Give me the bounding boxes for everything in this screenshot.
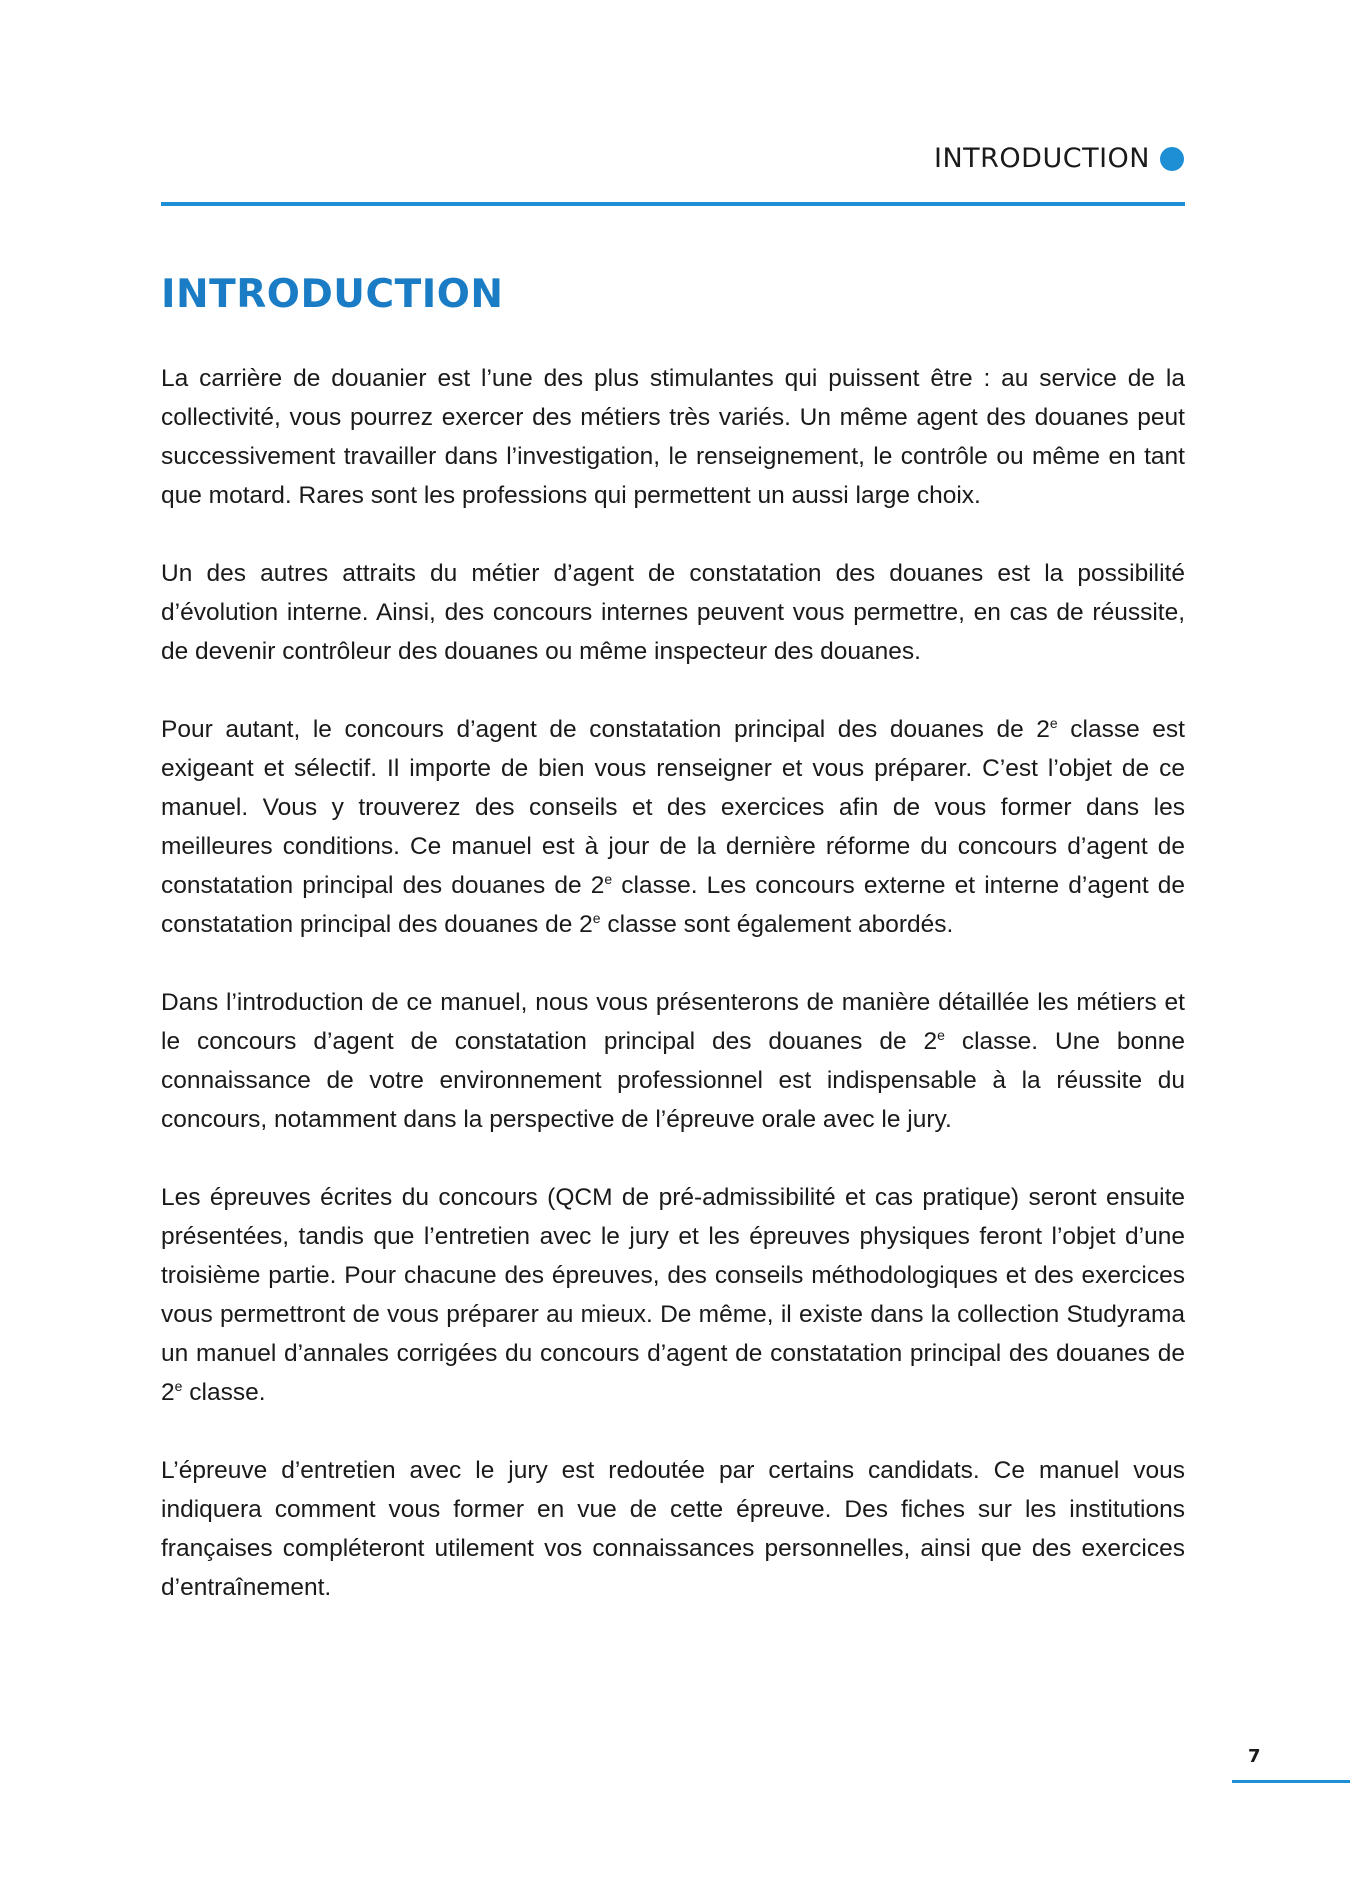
body-text xyxy=(161,359,1185,1646)
running-header-title: INTRODUCTION xyxy=(934,143,1150,174)
superscript: e xyxy=(1049,715,1058,731)
superscript: e xyxy=(174,1378,183,1394)
page-number: 7 xyxy=(1248,1746,1261,1767)
paragraph-6: L’épreuve d’entretien avec le jury est redoutée par certains candidats. Ce manuel vous indiquera comment vous former en vue de cette épreuve. Des fiches sur les institutions françaises compléteront utilement vos connaissances personnelles, ainsi que des exercices d’entraînement. xyxy=(161,1457,1185,1601)
paragraph-5: Les épreuves écrites du concours (QCM de pré-admissibilité et cas pratique) seront ensuite présentées, tandis que l’entretien avec le jury et les épreuves physiques feront l’objet d’une troisième partie. Pour chacune des épreuves, des conseils méthodologiques et des exercices vous permettront de vous préparer au mieux. De même, il existe dans la collection Studyrama un manuel d’annales corrigées du concours d’agent de constatation principal des douanes de 2e classe. xyxy=(161,1184,1185,1406)
paragraph-2: Un des autres attraits du métier d’agent de constatation des douanes est la possibilité d’évolution interne. Ainsi, des concours internes peuvent vous permettre, en cas de réussite, de devenir contrôleur des douanes ou même inspecteur des douanes. xyxy=(161,560,1185,665)
page-title: INTRODUCTION xyxy=(161,272,504,317)
footer-rule xyxy=(1232,1780,1350,1783)
superscript: e xyxy=(592,910,601,926)
superscript: e xyxy=(604,871,613,887)
paragraph-1: La carrière de douanier est l’une des plus stimulantes qui puissent être : au service de la collectivité, vous pourrez exercer des métiers très variés. Un même agent des douanes peut successivement travailler dans l’investigation, le renseignement, le contrôle ou même en tant que motard. Rares sont les professions qui permettent un aussi large choix. xyxy=(161,365,1185,509)
paragraph-4: Dans l’introduction de ce manuel, nous vous présenterons de manière détaillée les métiers et le concours d’agent de constatation principal des douanes de 2e classe. Une bonne connaissance de votre environnement professionnel est indispensable à la réussite du concours, notamment dans la perspective de l’épreuve orale avec le jury. xyxy=(161,989,1185,1133)
running-header xyxy=(934,143,1184,174)
header-bullet-icon xyxy=(1160,147,1184,171)
paragraph-3: Pour autant, le concours d’agent de constatation principal des douanes de 2e classe est exigeant et sélectif. Il importe de bien vous renseigner et vous préparer. C’est l’objet de ce manuel. Vous y trouverez des conseils et des exercices afin de vous former dans les meilleures conditions. Ce manuel est à jour de la dernière réforme du concours d’agent de constatation principal des douanes de 2e classe. Les concours externe et interne d’agent de constatation principal des douanes de 2e classe sont également abordés. xyxy=(161,715,1185,938)
superscript: e xyxy=(937,1027,945,1043)
header-rule xyxy=(161,202,1185,206)
